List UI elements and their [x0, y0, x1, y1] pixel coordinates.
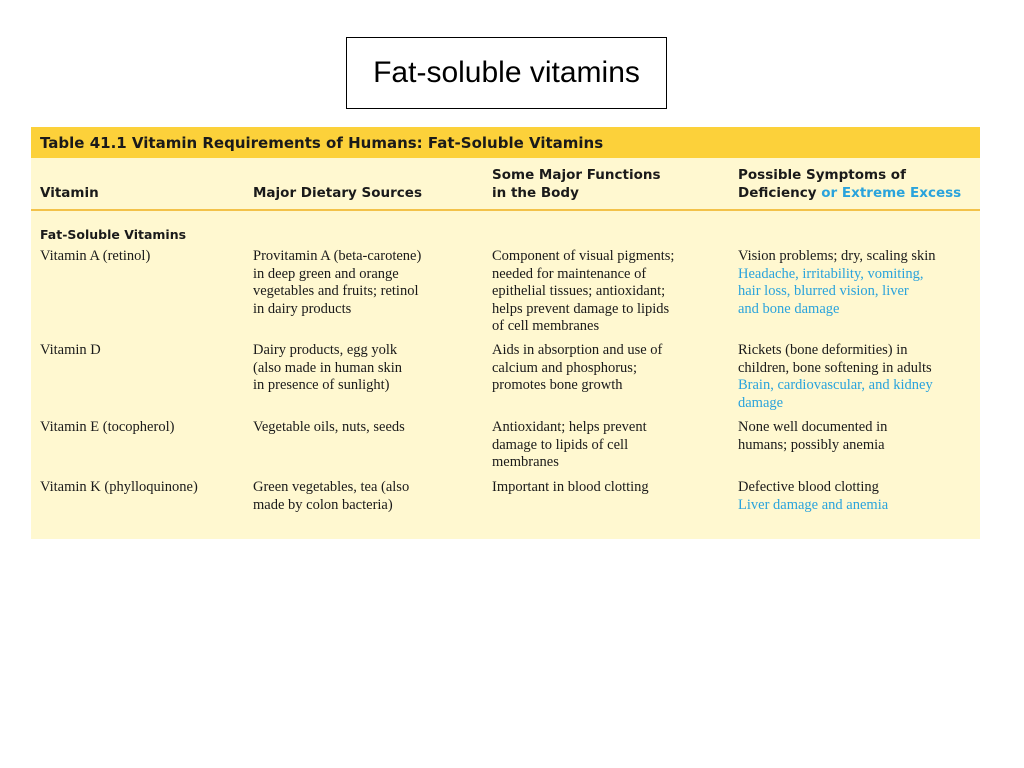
cell-sources: Green vegetables, tea (also made by colon bacteria): [253, 479, 410, 513]
cell-symptoms: [738, 419, 887, 454]
section-label: Fat-Soluble Vitamins: [40, 227, 187, 242]
slide-title: Fat-soluble vitamins: [346, 37, 667, 109]
cell-sources: Provitamin A (beta-carotene) in deep green and orange vegetables and fruits; retinol in dairy products: [253, 248, 422, 317]
header-symptoms: [738, 166, 961, 202]
cell-sources: Dairy products, egg yolk (also made in human skin in presence of sunlight): [253, 342, 403, 393]
cell-functions: Antioxidant; helps prevent damage to lipids of cell membranes: [492, 419, 647, 470]
symptom-excess: Liver damage and anemia: [738, 496, 889, 513]
cell-functions: Important in blood clotting: [492, 479, 649, 495]
cell-functions: Component of visual pigments; needed for maintenance of epithelial tissues; antioxidant; helps prevent damage to lipids of cell membranes: [492, 248, 675, 334]
symptom-excess: Brain, cardiovascular, and kidney damage: [738, 377, 933, 411]
cell-vitamin: Vitamin A (retinol): [40, 248, 151, 264]
cell-symptoms: [738, 479, 888, 514]
cell-functions: Aids in absorption and use of calcium and phosphorus; promotes bone growth: [492, 342, 663, 393]
cell-vitamin: Vitamin D: [40, 342, 101, 358]
cell-symptoms: [738, 342, 933, 412]
symptom-deficiency: Vision problems; dry, scaling skin: [738, 248, 936, 264]
cell-vitamin: Vitamin E (tocopherol): [40, 419, 175, 435]
symptom-deficiency: None well documented in humans; possibly anemia: [738, 419, 888, 453]
header-functions: Some Major Functions in the Body: [492, 167, 661, 201]
header-sources: Major Dietary Sources: [253, 185, 422, 201]
cell-vitamin: Vitamin K (phylloquinone): [40, 479, 198, 495]
vitamin-table: [31, 127, 980, 539]
table-caption: Table 41.1 Vitamin Requirements of Humans: Fat-Soluble Vitamins: [31, 127, 980, 158]
symptom-excess: Headache, irritability, vomiting, hair loss, blurred vision, liver and bone damage: [738, 265, 924, 317]
header-vitamin: Vitamin: [40, 185, 99, 201]
cell-symptoms: [738, 248, 936, 318]
header-symptoms-excess: or Extreme Excess: [816, 185, 962, 201]
cell-sources: Vegetable oils, nuts, seeds: [253, 419, 405, 435]
header-symptoms-deficiency: Possible Symptoms of Deficiency: [738, 167, 906, 201]
symptom-deficiency: Defective blood clotting: [738, 479, 879, 495]
table-header-row: [31, 158, 980, 211]
symptom-deficiency: Rickets (bone deformities) in children, bone softening in adults: [738, 342, 932, 376]
